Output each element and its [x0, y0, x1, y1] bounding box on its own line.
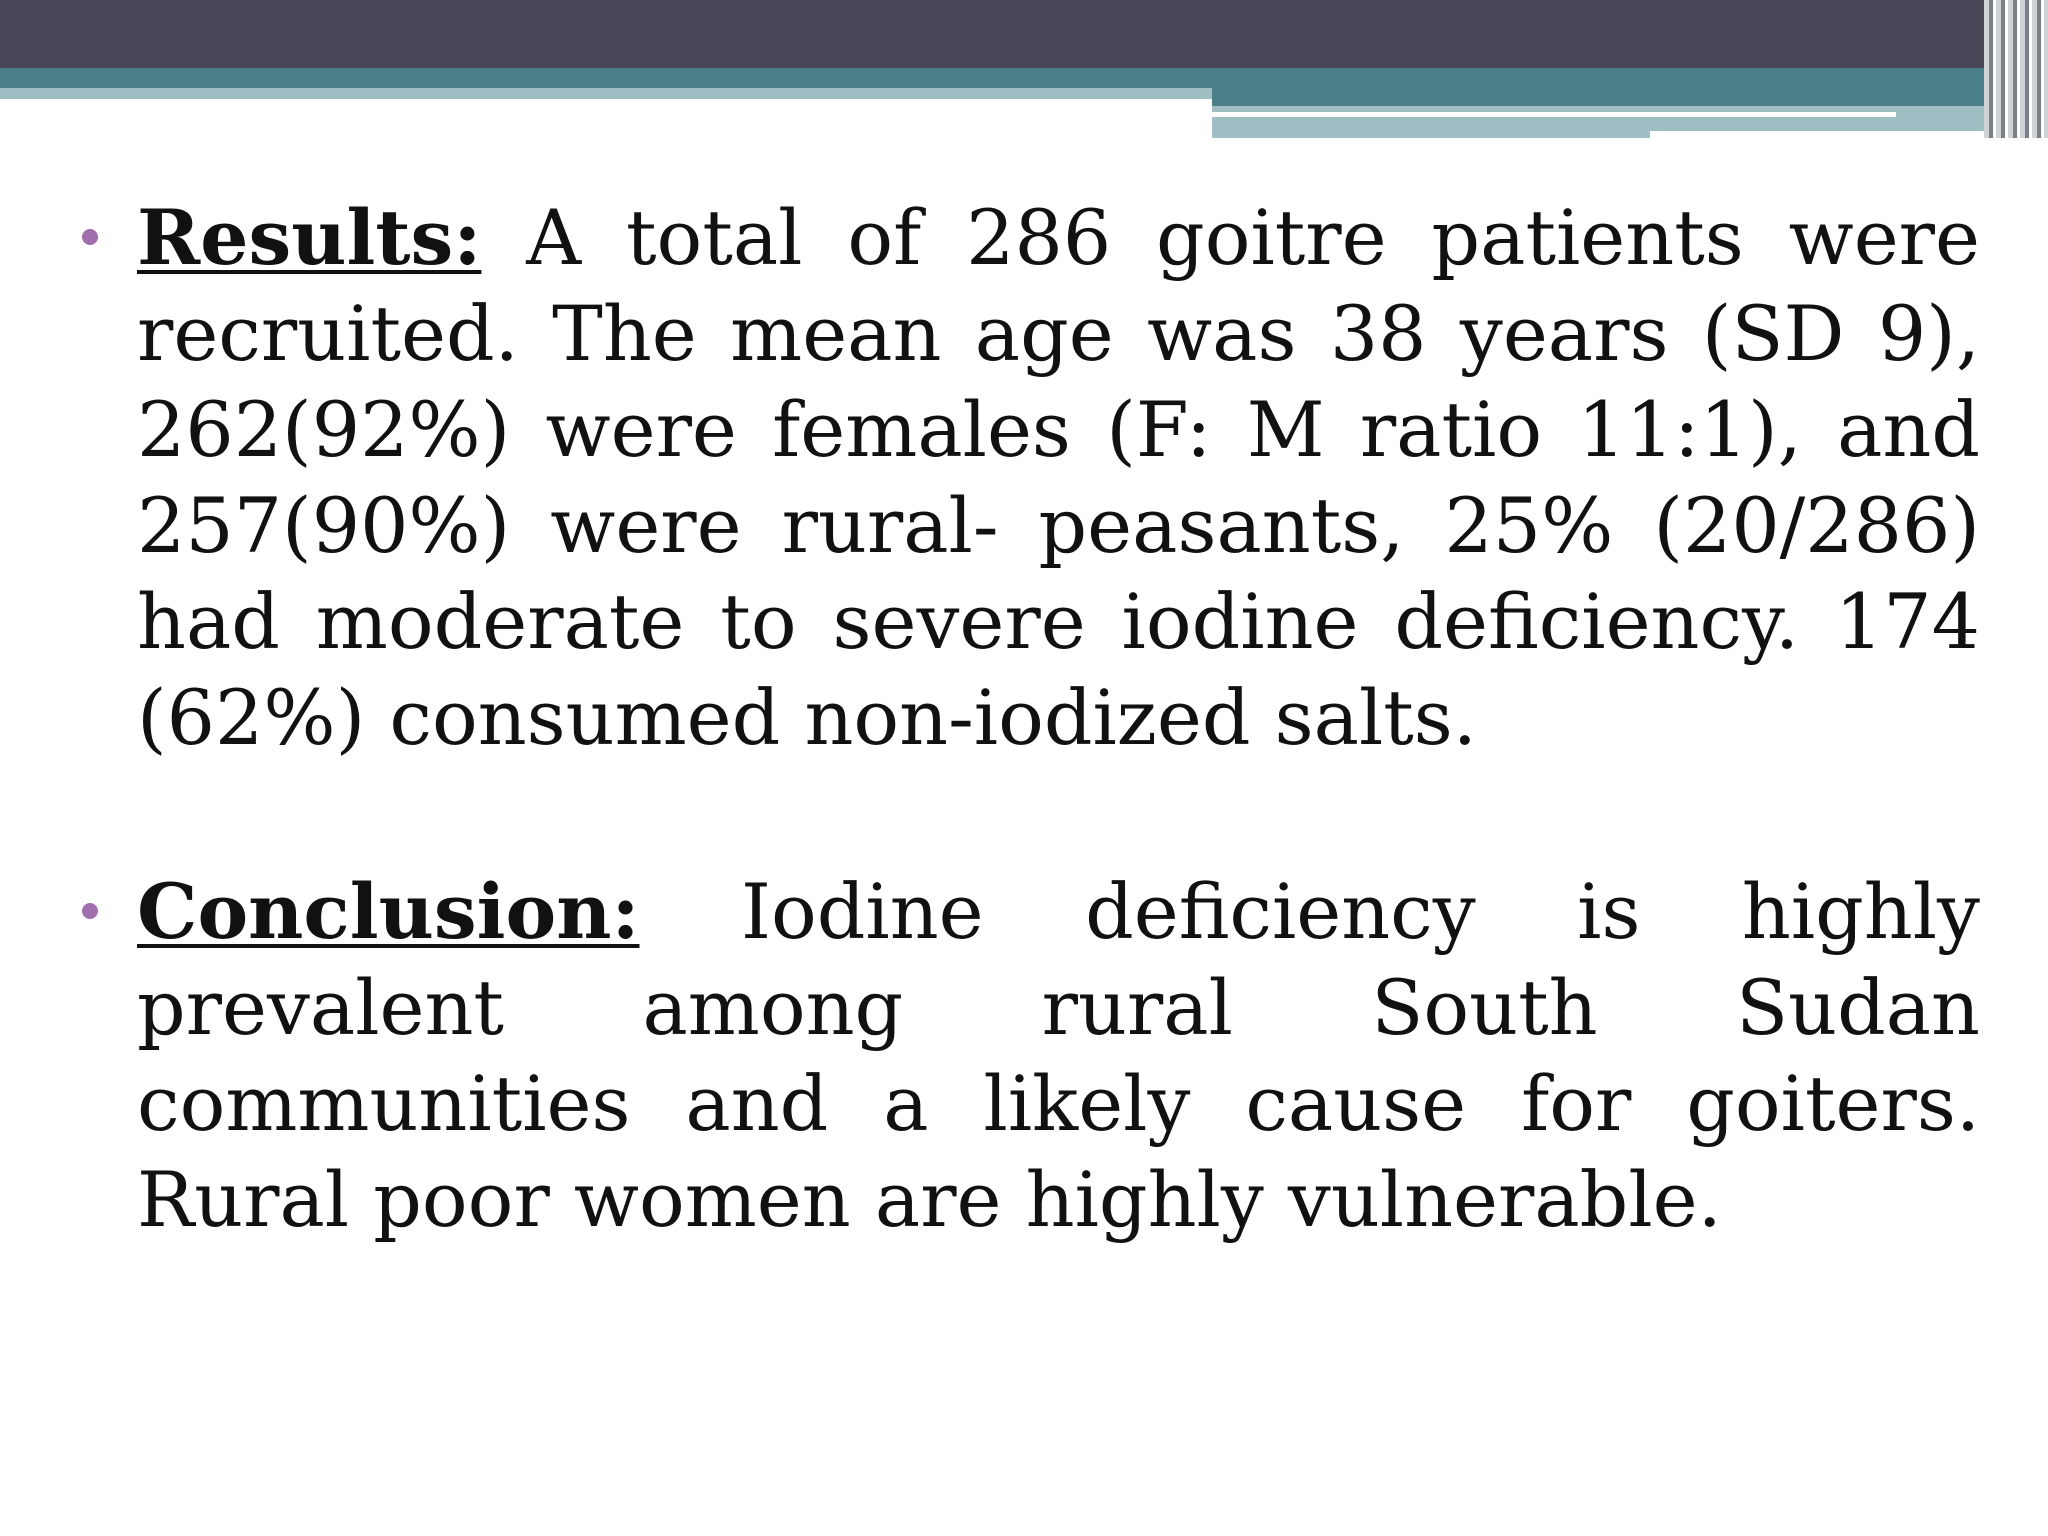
- header-band-dark: [0, 0, 2048, 68]
- slide-body: [60, 190, 1980, 1248]
- bullet-label-results: Results:: [137, 193, 482, 282]
- header-band-teal: [0, 68, 2048, 88]
- bullet-dot-icon: [82, 229, 98, 245]
- bullet-text-conclusion: Iodine deficiency is highly prevalent among rural South Sudan communities and a likely cause for goiters. Rural poor women are highly vulnerable.: [137, 867, 1980, 1244]
- bullet-label-conclusion: Conclusion:: [137, 867, 640, 956]
- bullet-results: [60, 190, 1980, 766]
- header-accent-line: [1212, 112, 1896, 117]
- header-band-teal-right: [1212, 88, 2048, 106]
- bullet-text-results: A total of 286 goitre patients were recruited. The mean age was 38 years (SD 9), 262(92%) were females (F: M ratio 11:1), and 257(90%) were rural- peasants, 25% (20/286) had moderate to severe iodine deficiency. 174 (62%) consumed non-iodized salts.: [137, 193, 1980, 762]
- header-stripes-decoration: [1984, 0, 2048, 138]
- header-band-light-left: [0, 88, 1212, 99]
- bullet-dot-icon: [82, 903, 98, 919]
- bullet-conclusion: [60, 864, 1980, 1248]
